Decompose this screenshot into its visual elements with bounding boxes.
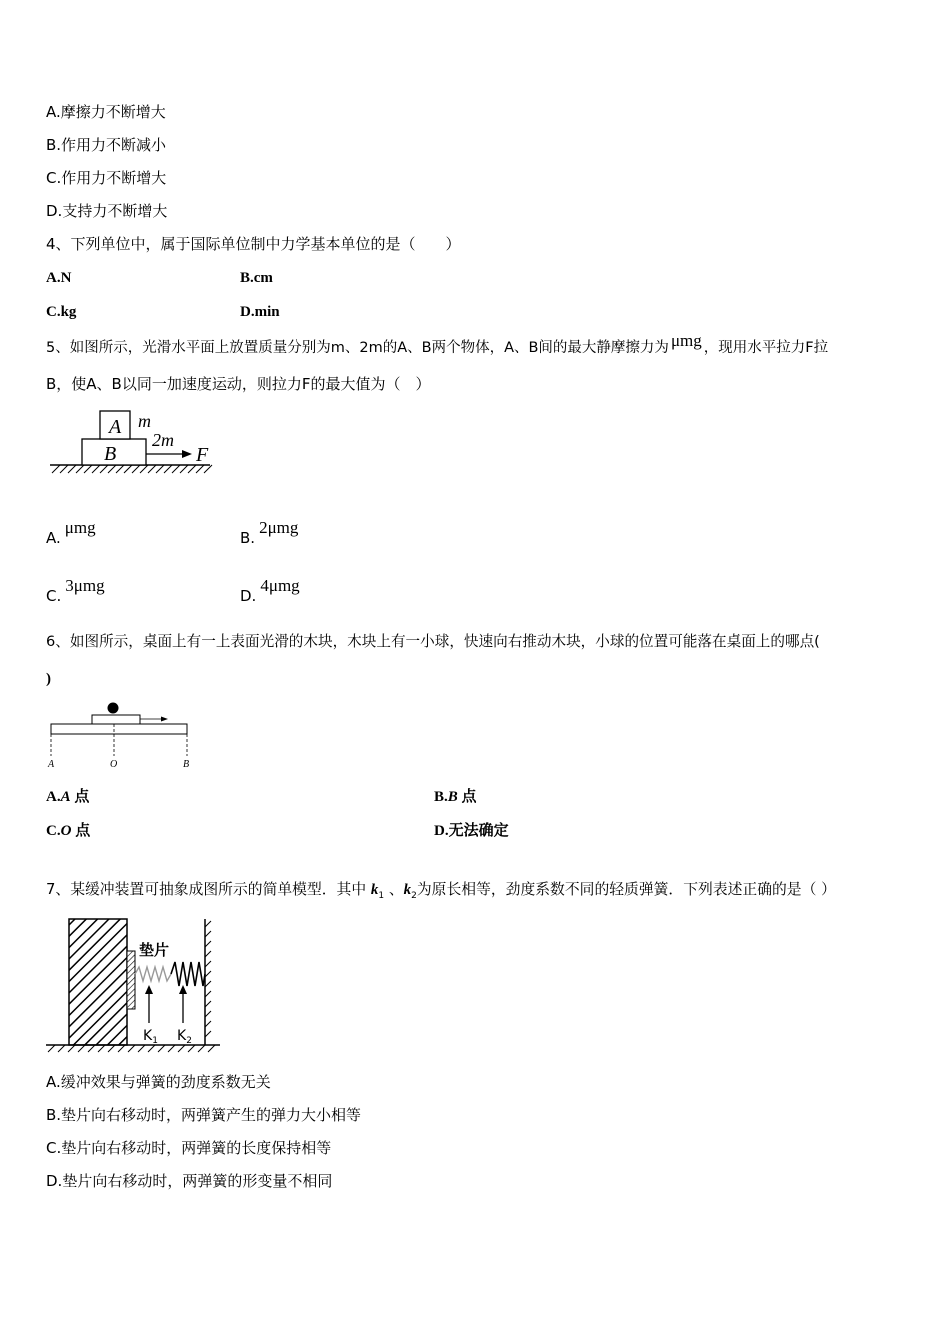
- q7-stem-pre: 7、某缓冲装置可抽象成图所示的简单模型．其中: [46, 881, 367, 898]
- q4-option-c: C.kg: [46, 304, 77, 320]
- q6-stem-line1: 6、如图所示，桌面上有一上表面光滑的木块，木块上有一小球，快速向右推动木块，小球的位置可能落在桌面上的哪点(: [46, 633, 820, 650]
- q7-option-b: B.垫片向右移动时，两弹簧产生的弹力大小相等: [46, 1106, 362, 1124]
- q6-option-d: D.无法确定: [434, 823, 509, 839]
- right-wall: [205, 919, 211, 1045]
- q6-option-a: [46, 787, 89, 807]
- spring-k1: [135, 967, 171, 981]
- q4-stem: 4、下列单位中，属于国际单位制中力学基本单位的是（ ）: [46, 235, 461, 253]
- q5-option-b: [240, 518, 299, 548]
- q7-stem: [46, 880, 836, 906]
- q5-option-c: [46, 576, 105, 606]
- q5-option-c-letter: C.: [46, 587, 62, 605]
- ball: [108, 703, 119, 714]
- q7-k1-sub: 1: [378, 890, 385, 901]
- k2-label-main: K: [177, 1028, 187, 1044]
- q6-option-c-letter: C.: [46, 823, 61, 839]
- q7-sep: 、: [388, 881, 404, 898]
- q7-k2: k: [403, 882, 412, 898]
- q6-option-c-point: O: [60, 823, 72, 839]
- k2-pointer-head: [179, 985, 187, 994]
- pad-label: 垫片: [139, 941, 170, 959]
- ground-hatch: [50, 465, 212, 473]
- ground: [46, 1045, 220, 1052]
- q5-option-b-value: 2μmg: [259, 518, 299, 537]
- q6-stem-line2: ): [46, 671, 51, 687]
- q5-stem-pre: 5、如图所示，光滑水平面上放置质量分别为m、2m的A、B两个物体，A、B间的最大静摩擦力为: [46, 340, 669, 356]
- q5-stem-expr: μmg: [670, 331, 702, 350]
- q5-figure: [46, 405, 226, 480]
- q3-option-a: A.摩擦力不断增大: [46, 103, 166, 121]
- q5-option-a-value: μmg: [64, 518, 96, 537]
- q4-option-d: D.min: [240, 304, 280, 320]
- q5-option-b-letter: B.: [240, 529, 256, 547]
- q7-option-d: D.垫片向右移动时，两弹簧的形变量不相同: [46, 1172, 333, 1190]
- q6-option-c: [46, 821, 90, 841]
- q6-option-a-letter: A.: [46, 789, 61, 805]
- q7-k1: k: [370, 882, 379, 898]
- q5-option-a-letter: A.: [46, 529, 61, 547]
- buffer-block: [69, 919, 127, 1045]
- mass-a-label: m: [138, 411, 151, 431]
- q7-option-a: A.缓冲效果与弹簧的劲度系数无关: [46, 1073, 271, 1091]
- q6-option-a-point: A: [60, 789, 71, 805]
- q5-option-c-value: 3μmg: [65, 576, 105, 595]
- q7-stem-post: 为原长相等，劲度系数不同的轻质弹簧．下列表述正确的是（ ）: [416, 881, 836, 898]
- q5-stem-line1: [46, 331, 829, 358]
- force-label: F: [196, 444, 209, 466]
- q6-option-b-letter: B.: [434, 789, 448, 805]
- q4-option-b: B.cm: [240, 270, 273, 286]
- mass-b-label: 2m: [152, 430, 174, 450]
- block-b-label: B: [104, 443, 117, 465]
- wooden-block: [92, 715, 140, 724]
- k2-label-sub: 2: [186, 1036, 192, 1046]
- force-arrow-head: [182, 450, 192, 458]
- k1-label-sub: 1: [152, 1036, 158, 1046]
- table-surface: [51, 724, 187, 734]
- point-b-label: B: [183, 759, 190, 770]
- q5-option-d: [240, 576, 300, 606]
- q3-option-d: D.支持力不断增大: [46, 202, 168, 220]
- q5-option-d-value: 4μmg: [260, 576, 300, 595]
- q7-option-c: C.垫片向右移动时，两弹簧的长度保持相等: [46, 1139, 332, 1157]
- pad: [127, 951, 135, 1009]
- q6-option-c-text: 点: [71, 823, 91, 839]
- q3-option-c: C.作用力不断增大: [46, 169, 167, 187]
- k2-label: [177, 1028, 192, 1046]
- q6-option-b: [434, 787, 477, 807]
- point-o-label: O: [110, 759, 118, 770]
- q6-figure: [46, 700, 196, 772]
- q6-option-b-point: B: [447, 789, 458, 805]
- q5-stem-line2: B，使A、B以同一加速度运动，则拉力F的最大值为（ ）: [46, 375, 431, 393]
- q5-stem-post: ，现用水平拉力F拉: [703, 340, 829, 356]
- q7-k2-sub: 2: [411, 890, 417, 901]
- q6-option-a-text: 点: [70, 789, 90, 805]
- q6-option-b-text: 点: [457, 789, 477, 805]
- q3-option-b: B.作用力不断减小: [46, 136, 167, 154]
- k1-label: [143, 1028, 158, 1046]
- q5-option-a: [46, 518, 96, 548]
- point-a-label: A: [48, 759, 55, 770]
- q4-option-a: A.N: [46, 270, 72, 286]
- block-a-label: A: [109, 416, 122, 438]
- k1-label-main: K: [143, 1028, 153, 1044]
- q5-option-d-letter: D.: [240, 587, 257, 605]
- spring-k2: [171, 962, 205, 986]
- k1-pointer-head: [145, 985, 153, 994]
- q7-figure: [44, 915, 224, 1057]
- push-arrow-head: [161, 717, 168, 722]
